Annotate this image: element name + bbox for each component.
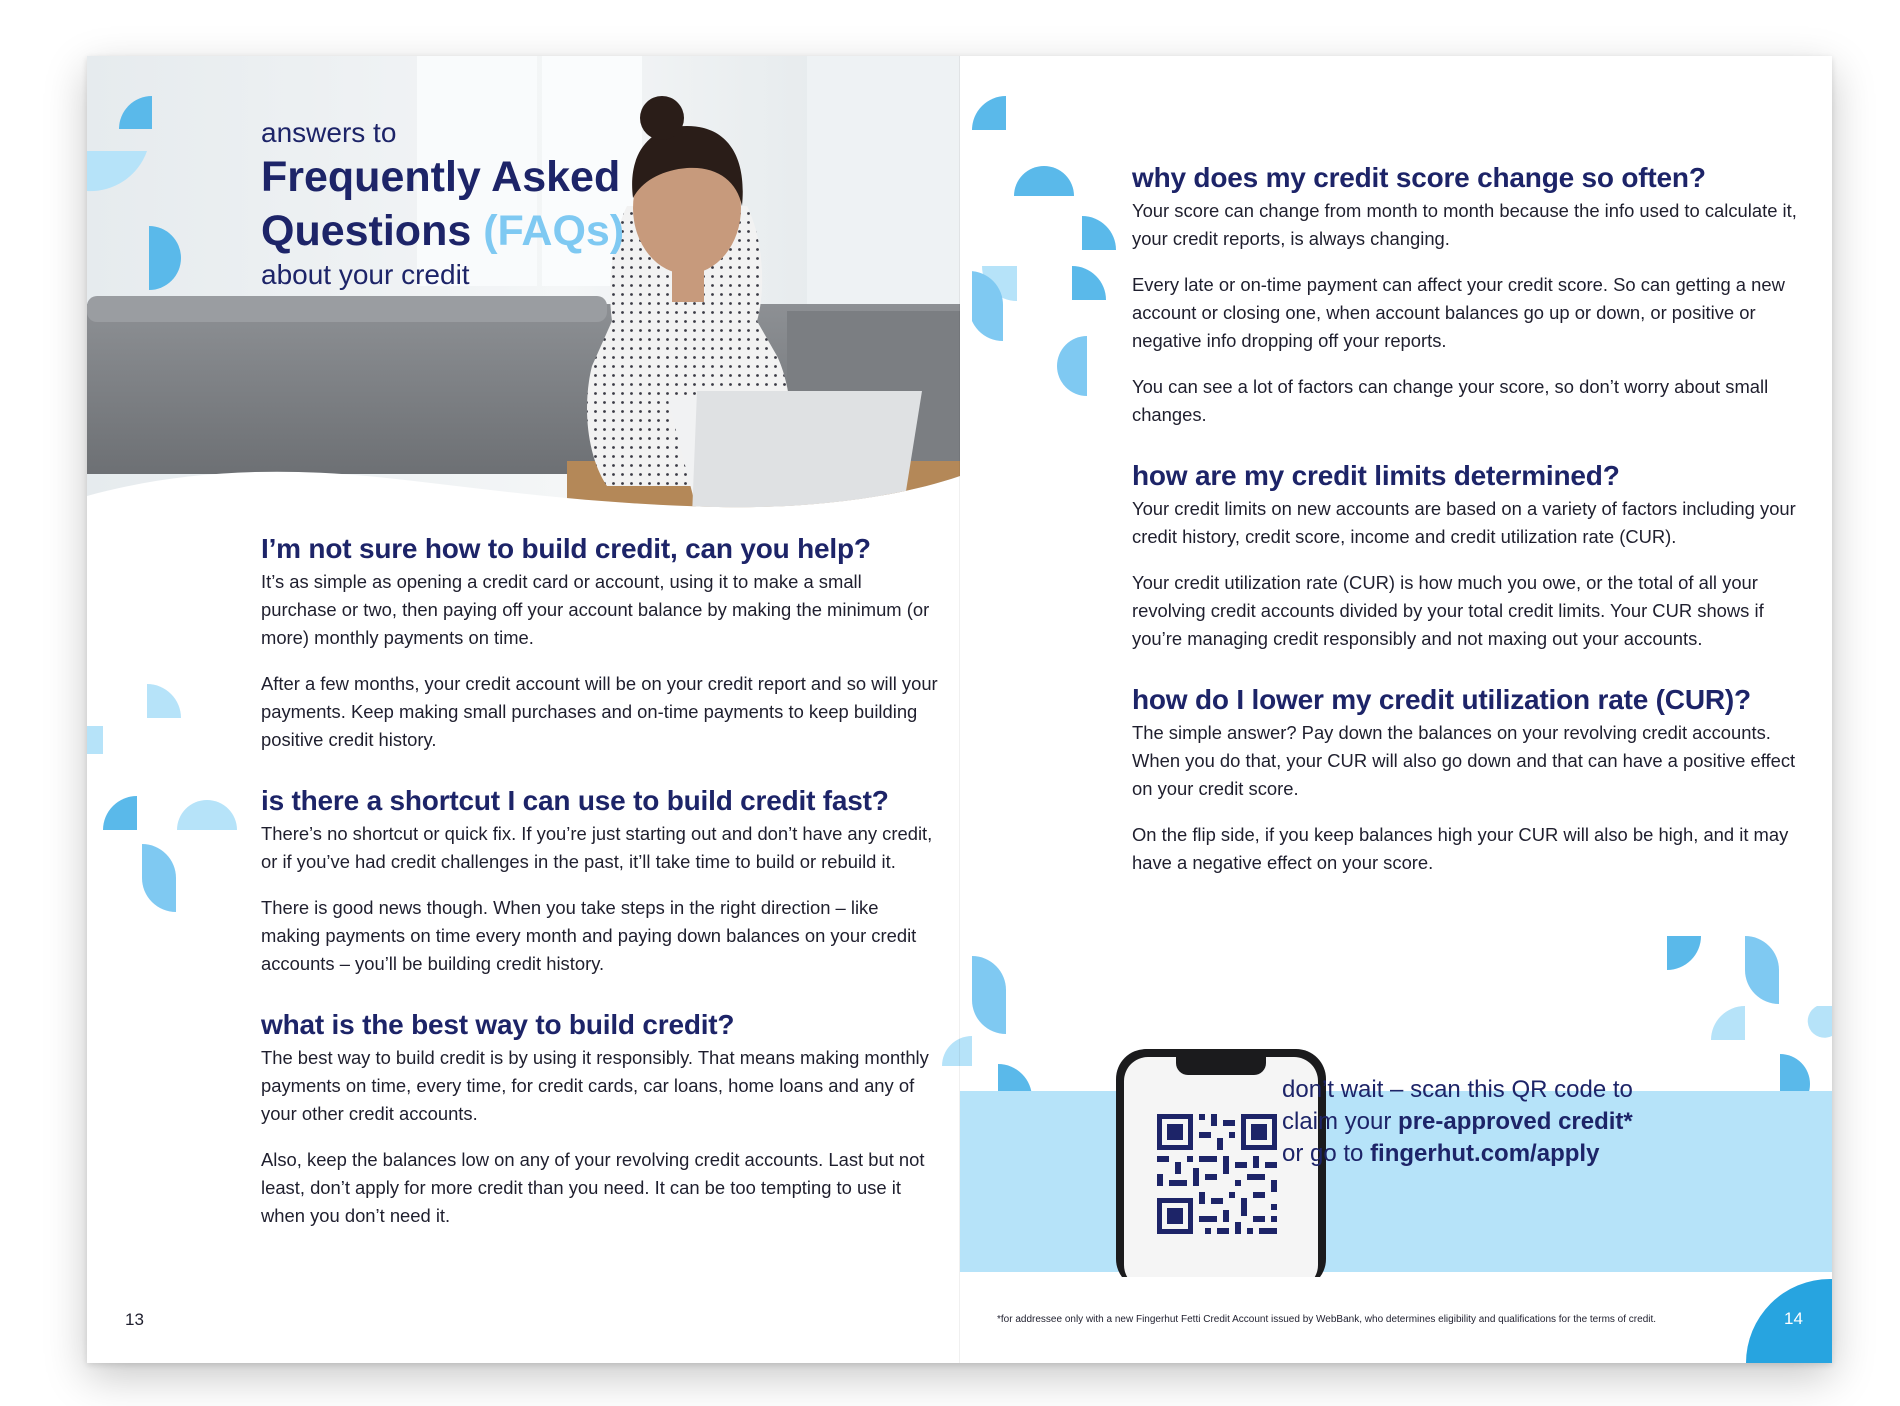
faq-question: how do I lower my credit utilization rate (CUR)? [1132,684,1751,715]
faq-item-credit-limits [1132,459,1812,653]
headline-line-4: about your credit [261,259,470,290]
decorative-petals-center-top [972,96,1152,436]
faq-question: I’m not sure how to build credit, can you help? [261,533,871,564]
page-number-right-badge [1746,1279,1832,1363]
faq-answer-paragraph: The simple answer? Pay down the balances on your revolving credit accounts. When you do that, your CUR will also go down and that can have a positive effect on your credit score. [1132,722,1796,799]
footnote: *for addressee only with a new Fingerhut Fetti Credit Account issued by WebBank, who determines eligibility and qualifications for the terms of credit. [997,1314,1657,1325]
left-faq-column [261,532,941,1260]
faq-answer-paragraph: Your credit utilization rate (CUR) is how much you owe, or the total of all your revolving credit accounts divided by your total credit limits. Your CUR shows if you’re managing credit responsibly and not maxing out your accounts. [1132,572,1764,649]
faq-answer-paragraph: It’s as simple as opening a credit card or account, using it to make a small purchase or two, then paying off your account balance by making the minimum (or more) monthly payments on time. [261,571,930,648]
decorative-petals-left-middle [87,684,247,994]
decorative-petals-top-left [87,96,182,306]
faq-item-build-credit [261,532,941,754]
faq-answer-paragraph: On the flip side, if you keep balances high your CUR will also be high, and it may have a negative effect on your score. [1132,824,1789,873]
cta-line-2-prefix: claim your [1282,1108,1399,1135]
right-faq-column [1132,161,1812,907]
pre-approved-credit-text: pre-approved credit* [1398,1108,1633,1135]
faq-answer-paragraph: There is good news though. When you take steps in the right direction – like making payments on time every month and paying down balances on your credit accounts – you’ll be building credit history. [261,897,917,974]
faq-answer-paragraph: After a few months, your credit account will be on your credit report and so will your payments. Keep making small purchases and on-time payments to keep building positive credit history. [261,673,938,750]
headline-line-3 [261,204,624,258]
spread-spine [959,56,960,1363]
headline-line-1: answers to [261,117,397,148]
cta-line-1: don’t wait – scan this QR code to [1282,1076,1633,1103]
headline-questions: Questions [261,207,472,255]
apply-url-link[interactable]: fingerhut.com/apply [1370,1140,1600,1167]
page-number-left: 13 [125,1310,144,1329]
faq-item-shortcut [261,784,941,978]
cta-line-3-prefix: or go to [1282,1140,1371,1167]
faq-question: is there a shortcut I can use to build credit fast? [261,785,889,816]
cta-line-3 [1282,1138,1702,1170]
faq-answer-paragraph: You can see a lot of factors can change your score, so don’t worry about small changes. [1132,376,1769,425]
page-headline [261,116,624,292]
faq-question: what is the best way to build credit? [261,1009,735,1040]
faq-item-lower-cur [1132,683,1812,877]
faq-answer-paragraph: Your score can change from month to month because the info used to calculate it, your credit reports, is always changing. [1132,200,1797,249]
faq-question: why does my credit score change so often? [1132,162,1706,193]
faq-item-score-change [1132,161,1812,429]
faq-answer-paragraph: Every late or on-time payment can affect your credit score. So can getting a new account or closing one, when account balances go up or down, or positive or negative info dropping off your reports. [1132,274,1785,351]
headline-faqs-accent: (FAQs) [483,207,625,255]
faq-answer-paragraph: Also, keep the balances low on any of your revolving credit accounts. Last but not least, don’t apply for more credit than you need. It can be too tempting to use it when you don’t need it. [261,1149,925,1226]
faq-item-best-way [261,1008,941,1230]
cta-line-2 [1282,1106,1702,1138]
qr-call-to-action [1282,1074,1702,1170]
faq-answer-paragraph: There’s no shortcut or quick fix. If you’re just starting out and don’t have any credit, or if you’ve had credit challenges in the past, it’ll take time to build or rebuild it. [261,823,933,872]
faq-answer-paragraph: The best way to build credit is by using it responsibly. That means making monthly payments on time, every time, for credit cards, car loans, home loans and any of your other credit accounts. [261,1047,929,1124]
faq-question: how are my credit limits determined? [1132,460,1620,491]
faq-answer-paragraph: Your credit limits on new accounts are based on a variety of factors including your credit history, credit score, income and credit utilization rate (CUR). [1132,498,1796,547]
headline-line-2: Frequently Asked [261,153,621,201]
page-number-right: 14 [1784,1309,1803,1328]
